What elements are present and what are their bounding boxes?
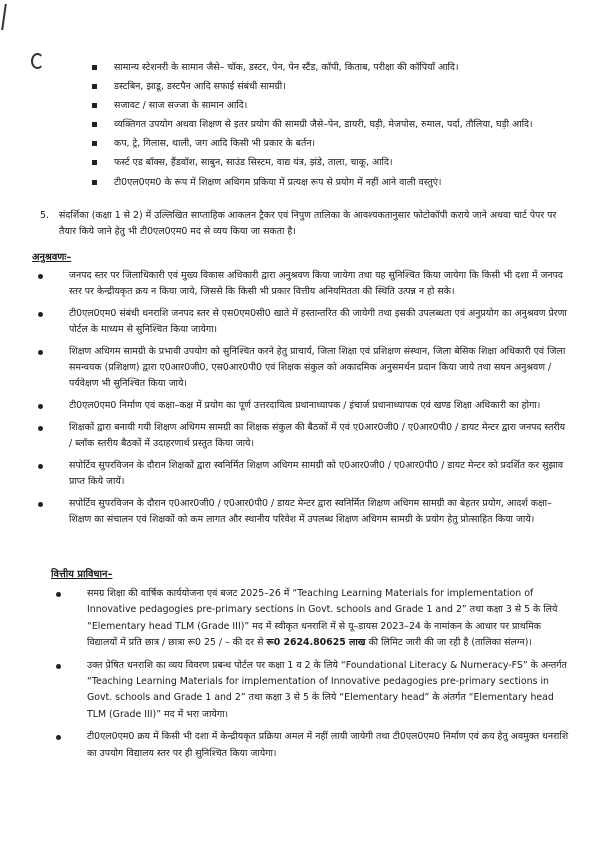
square-bullet-icon <box>92 180 97 185</box>
square-bullet-icon <box>92 103 97 108</box>
list-item: कप, ट्रे, गिलास, थाली, जग आदि किसी भी प्रकार के बर्तन। <box>92 136 572 152</box>
monitoring-heading: अनुश्रवणः– <box>32 252 72 263</box>
bullet-icon <box>56 735 61 740</box>
list-item: सपोर्टिव सुपरविजन के दौरान शिक्षकों द्वारा स्वनिर्मित शिक्षण अधिगम सामग्री को ए0आर0जी0 / ए0आर0पी0 / डायट मेन्टर को प्रदर्शित कर सुझाव प्राप्त किये जायें। <box>32 458 567 490</box>
square-bullet-icon <box>92 160 97 165</box>
margin-mark <box>1 4 12 30</box>
list-item: उक्त प्रेषित धनराशि का व्यय विवरण प्रबन्ध पोर्टल पर कक्षा 1 व 2 के लिये “Foundational Literacy & Numeracy-FS” के अन्तर्गत “Teaching Learning Materials for implementation of Innovative pedagogies pre-primary sections in Govt. schools and Grade 1 and 2” तथा कक्षा 3 से 5 के लिये “Elementary head” के अंतर्गत “Elementary head TLM (Grade III)” मद में भरा जायेगा। <box>50 658 570 724</box>
limit-amount: रू0 2624.80625 लाख <box>266 637 366 649</box>
bullet-icon <box>38 312 43 317</box>
list-item: फर्स्ट एड बॉक्स, हैंडवॉश, साबुन, साउंड सिस्टम, वाद्य यंत्र, झंडे, ताला, चाकू, आदि। <box>92 155 572 171</box>
paragraph-number: 5. <box>40 210 49 221</box>
square-bullet-icon <box>92 122 97 127</box>
bullet-icon <box>38 404 43 409</box>
bullet-icon <box>38 274 43 279</box>
finance-list <box>50 586 570 768</box>
list-item: शिक्षण अधिगम सामग्री के प्रभावी उपयोग को सुनिश्चित करने हेतु प्राचार्य, जिला शिक्षा एवं प्रशिक्षण संस्थान, जिला बेसिक शिक्षा अधिकारी एवं जिला समन्वयक (प्रशिक्षण) द्वारा ए0आर0जी0, एस0आर0पी0 एवं शिक्षक संकुल को अकादमिक अनुसमर्थन प्रदान किया जाये तथा सघन अनुश्रवण / पर्यवेक्षण भी सुनिश्चित किया जाये। <box>32 344 567 392</box>
bullet-icon <box>56 664 61 669</box>
square-bullet-icon <box>92 65 97 70</box>
finance-heading: वित्तीय प्राविधान– <box>51 569 113 580</box>
margin-c-mark <box>31 53 44 69</box>
excluded-items-list <box>92 60 572 194</box>
bullet-icon <box>38 502 43 507</box>
list-item: टी0एल0एम0 निर्माण एवं कक्षा–कक्ष में प्रयोग का पूर्ण उत्तरदायित्व प्रधानाध्यापक / इंचार्ज प्रधानाध्यापक एवं खण्ड शिक्षा अधिकारी का होगा। <box>32 398 567 414</box>
list-item: टी0एल0एम0 क्रय में किसी भी दशा में केन्द्रीयकृत प्रक्रिया अमल में नहीं लायी जायेगी तथा टी0एल0एम0 निर्माण एवं क्रय हेतु अवमुक्त धनराशि का उपयोग विद्यालय स्तर पर ही सुनिश्चित किया जायेगा। <box>50 729 570 762</box>
list-item: व्यक्तिगत उपयोग अथवा शिक्षण से इतर प्रयोग की सामग्री जैसे–पेन, डायरी, घड़ी, मेजपोस, रुमाल, पर्दा, तौलिया, घड़ी आदि। <box>92 117 572 133</box>
list-item: सजावट / साज सज्जा के सामान आदि। <box>92 98 572 114</box>
list-item: टी0एल0एम0 संबंधी धनराशि जनपद स्तर से एस0एम0सी0 खाते में हस्तान्तरित की जायेगी तथा इसकी उपलब्धता एवं अनुप्रयोग का अनुश्रवण प्रेरणा पोर्टल के माध्यम से सुनिश्चित किया जायेगा। <box>32 306 567 338</box>
list-item: समग्र शिक्षा की वार्षिक कार्ययोजना एवं बजट 2025–26 में “Teaching Learning Materials for implementation of Innovative pedagogies pre-primary sections in Govt. schools and Grade 1 and 2” तथा कक्षा 3 से 5 के लिये “Elementary head TLM (Grade III)” मद में स्वीकृत धनराशि में से यू–डायस 2023–24 के नामांकन के आधार पर प्राथमिक विद्यालयों में प्रति छात्र / छात्रा रू0 25 / – की दर से रू0 2624.80625 लाख की लिमिट जारी की जा रही है (तालिका संलग्न)। <box>50 586 570 652</box>
list-item: सामान्य स्टेशनरी के सामान जैसे– चॉक, डस्टर, पेन, पेन स्टैंड, कॉपी, किताब, परीक्षा की कॉपियाँ आदि। <box>92 60 572 76</box>
paragraph-text: संदर्शिका (कक्षा 1 से 2) में उल्लिखित साप्ताहिक आकलन ट्रैकर एवं निपुण तालिका के आवश्यकतानुसार फोटोकॉपी कराये जाने अथवा चार्ट पेपर पर तैयार किये जाने हेतु भी टी0एल0एम0 मद से व्यय किया जा सकता है। <box>59 210 557 237</box>
bullet-icon <box>38 350 43 355</box>
square-bullet-icon <box>92 141 97 146</box>
square-bullet-icon <box>92 84 97 89</box>
numbered-paragraph-5 <box>40 208 565 240</box>
list-item: डस्टबिन, झाडू, डस्टपैन आदि सफाई संबंधी सामग्री। <box>92 79 572 95</box>
monitoring-list <box>32 268 567 534</box>
list-item: जनपद स्तर पर जिलाधिकारी एवं मुख्य विकास अधिकारी द्वारा अनुश्रवण किया जायेगा तथा यह सुनिश्चित किया जायेगा कि किसी भी दशा में जनपद स्तर पर केन्द्रीयकृत क्रय न किया जाये, जिससे कि किसी भी प्रकार वित्तीय अनियमितता की स्थिति उत्पन्न न हो सके। <box>32 268 567 300</box>
bullet-icon <box>38 464 43 469</box>
list-item: टी0एल0एम0 के रूप में शिक्षण अधिगम प्रकिया में प्रत्यक्ष रूप से प्रयोग में नहीं आने वाली वस्तुएं। <box>92 175 572 191</box>
list-item: शिक्षकों द्वारा बनायी गयी शिक्षण अधिगम सामग्री का शिक्षक संकुल की बैठकों में एवं ए0आर0जी0 / ए0आर0पी0 / डायट मेन्टर द्वारा जनपद स्तरीय / ब्लॉक स्तरीय बैठकों में उदाहरणार्थ प्रस्तुत किया जाये। <box>32 420 567 452</box>
list-item: सपोर्टिव सुपरविजन के दौरान ए0आर0जी0 / ए0आर0पी0 / डायट मेन्टर द्वारा स्वनिर्मित शिक्षण अधिगम सामग्री का बेहतर प्रयोग, आदर्श कक्षा–शिक्षण का संचालन एवं शिक्षकों को कम लागत और स्थानीय परिवेश में उपलब्ध शिक्षण अधिगम सामग्री के प्रयोग हेतु प्रोत्साहित किया जाये। <box>32 496 567 528</box>
bullet-icon <box>38 426 43 431</box>
bullet-icon <box>56 592 61 597</box>
